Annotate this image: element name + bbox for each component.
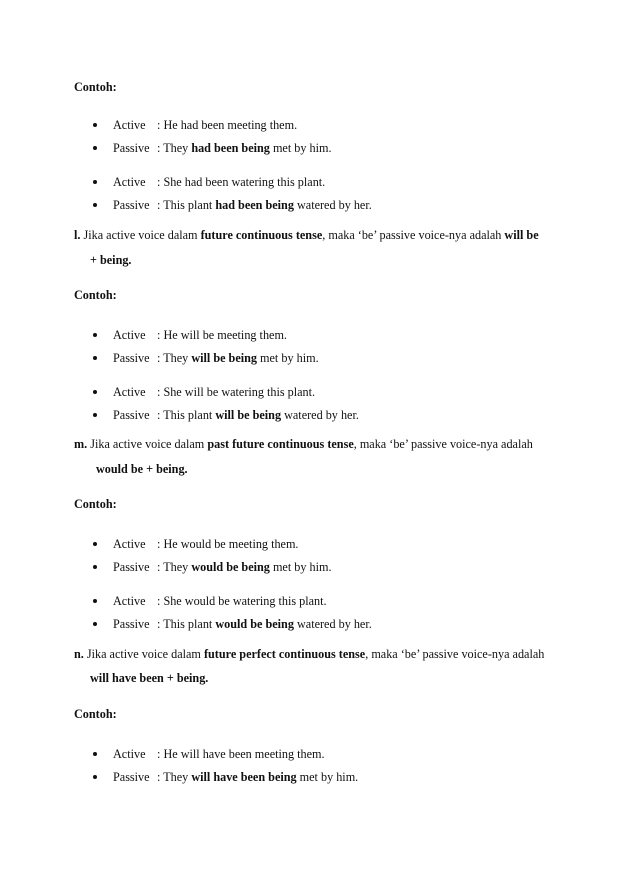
- example-sentence: : He will be meeting them.: [157, 328, 287, 342]
- role-label: Active: [113, 385, 146, 399]
- bullet-icon: [93, 123, 97, 127]
- bullet-icon: [93, 356, 97, 360]
- role-label: Active: [113, 537, 146, 551]
- example-heading: Contoh:: [74, 288, 117, 302]
- rule-paragraph: n. Jika active voice dalam future perfect continuous tense, maka ‘be’ passive voice-nya adalah: [74, 647, 545, 661]
- example-sentence: : This plant will be being watered by her.: [157, 408, 359, 422]
- role-label: Active: [113, 118, 146, 132]
- example-sentence: : He would be meeting them.: [157, 537, 299, 551]
- bullet-icon: [93, 565, 97, 569]
- rule-paragraph: m. Jika active voice dalam past future continuous tense, maka ‘be’ passive voice-nya adalah: [74, 437, 533, 451]
- example-heading: Contoh:: [74, 497, 117, 511]
- bullet-icon: [93, 752, 97, 756]
- bullet-icon: [93, 542, 97, 546]
- role-label: Passive: [113, 198, 150, 212]
- bullet-icon: [93, 622, 97, 626]
- example-sentence: : This plant had been being watered by her.: [157, 198, 372, 212]
- role-label: Passive: [113, 560, 150, 574]
- rule-paragraph-cont: + being.: [90, 253, 132, 267]
- example-sentence: : They had been being met by him.: [157, 141, 332, 155]
- rule-paragraph-cont: will have been + being.: [90, 671, 209, 685]
- bullet-icon: [93, 390, 97, 394]
- bullet-icon: [93, 333, 97, 337]
- example-heading: Contoh:: [74, 80, 117, 94]
- bullet-icon: [93, 180, 97, 184]
- example-sentence: : This plant would be being watered by her.: [157, 617, 372, 631]
- bullet-icon: [93, 413, 97, 417]
- role-label: Passive: [113, 408, 150, 422]
- rule-paragraph-cont: would be + being.: [96, 462, 188, 476]
- bullet-icon: [93, 203, 97, 207]
- example-sentence: : They will be being met by him.: [157, 351, 319, 365]
- role-label: Passive: [113, 351, 150, 365]
- example-heading: Contoh:: [74, 707, 117, 721]
- rule-paragraph: l. Jika active voice dalam future continuous tense, maka ‘be’ passive voice-nya adalah will be: [74, 228, 539, 242]
- example-sentence: : She had been watering this plant.: [157, 175, 326, 189]
- role-label: Active: [113, 747, 146, 761]
- bullet-icon: [93, 146, 97, 150]
- role-label: Active: [113, 594, 146, 608]
- example-sentence: : They would be being met by him.: [157, 560, 332, 574]
- bullet-icon: [93, 599, 97, 603]
- example-sentence: : They will have been being met by him.: [157, 770, 359, 784]
- example-sentence: : He had been meeting them.: [157, 118, 298, 132]
- role-label: Active: [113, 328, 146, 342]
- example-sentence: : She will be watering this plant.: [157, 385, 316, 399]
- bullet-icon: [93, 775, 97, 779]
- role-label: Active: [113, 175, 146, 189]
- example-sentence: : He will have been meeting them.: [157, 747, 325, 761]
- role-label: Passive: [113, 617, 150, 631]
- example-sentence: : She would be watering this plant.: [157, 594, 327, 608]
- role-label: Passive: [113, 141, 150, 155]
- role-label: Passive: [113, 770, 150, 784]
